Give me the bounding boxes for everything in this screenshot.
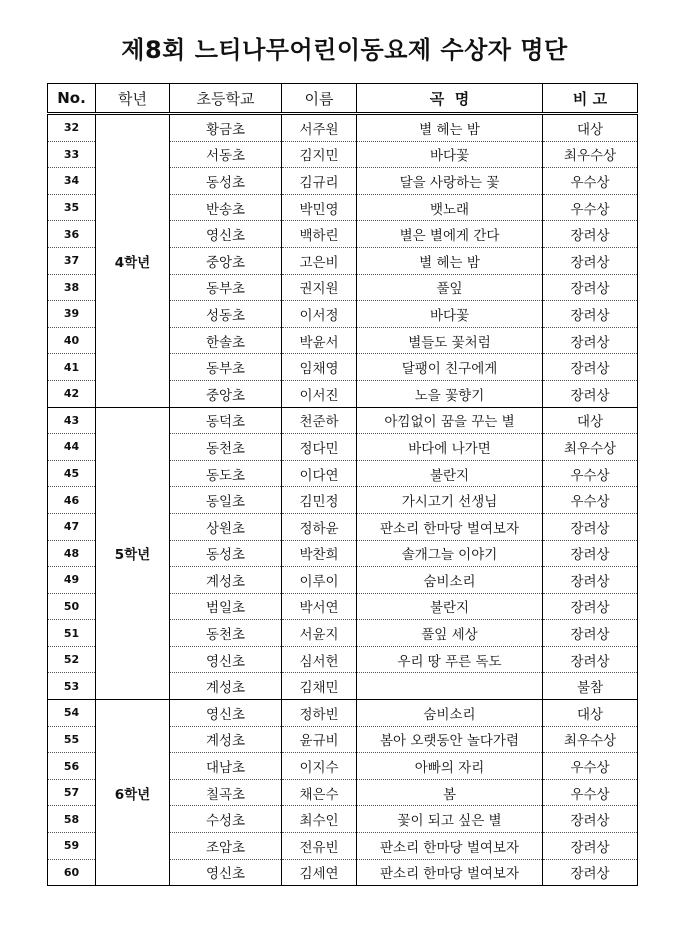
page-title: 제8회 느티나무어린이동요제 수상자 명단 — [121, 36, 568, 64]
cell-note: 대상 — [543, 114, 638, 142]
cell-no: 50 — [48, 593, 96, 620]
cell-grade: 4학년 — [96, 114, 170, 408]
cell-note: 최우수상 — [543, 726, 638, 753]
cell-no: 43 — [48, 407, 96, 434]
cell-no: 34 — [48, 168, 96, 195]
cell-name: 임채영 — [282, 354, 357, 381]
cell-school: 성동초 — [170, 301, 282, 328]
cell-note: 장려상 — [543, 540, 638, 567]
cell-school: 동부초 — [170, 274, 282, 301]
cell-school: 범일초 — [170, 593, 282, 620]
cell-note: 대상 — [543, 700, 638, 727]
cell-school: 한솔초 — [170, 327, 282, 354]
cell-school: 영신초 — [170, 646, 282, 673]
cell-no: 37 — [48, 247, 96, 274]
cell-name: 천준하 — [282, 407, 357, 434]
cell-note: 장려상 — [543, 859, 638, 886]
cell-song-title: 별은 별에게 간다 — [357, 221, 543, 248]
cell-name: 박윤서 — [282, 327, 357, 354]
cell-song-title: 아빠의 자리 — [357, 753, 543, 780]
awards-table — [47, 83, 638, 886]
cell-note: 장려상 — [543, 327, 638, 354]
cell-school: 반송초 — [170, 194, 282, 221]
cell-name: 김규리 — [282, 168, 357, 195]
cell-note: 불참 — [543, 673, 638, 700]
cell-no: 35 — [48, 194, 96, 221]
cell-school: 계성초 — [170, 567, 282, 594]
cell-school: 계성초 — [170, 726, 282, 753]
cell-note: 장려상 — [543, 806, 638, 833]
cell-no: 54 — [48, 700, 96, 727]
cell-name: 고은비 — [282, 247, 357, 274]
cell-note: 장려상 — [543, 221, 638, 248]
cell-note: 최우수상 — [543, 434, 638, 461]
cell-note: 우수상 — [543, 168, 638, 195]
cell-song-title: 솔개그늘 이야기 — [357, 540, 543, 567]
cell-song-title: 불란지 — [357, 593, 543, 620]
cell-note: 우수상 — [543, 487, 638, 514]
cell-song-title: 바다꽃 — [357, 141, 543, 168]
cell-no: 60 — [48, 859, 96, 886]
header-note: 비 고 — [543, 84, 638, 114]
cell-song-title: 불란지 — [357, 460, 543, 487]
cell-school: 동천초 — [170, 434, 282, 461]
cell-name: 김지민 — [282, 141, 357, 168]
cell-name: 김세연 — [282, 859, 357, 886]
cell-song-title: 바다꽃 — [357, 301, 543, 328]
cell-name: 서주원 — [282, 114, 357, 142]
cell-note: 대상 — [543, 407, 638, 434]
cell-note: 장려상 — [543, 380, 638, 407]
cell-song-title: 판소리 한마당 벌여보자 — [357, 833, 543, 860]
cell-name: 권지원 — [282, 274, 357, 301]
cell-no: 49 — [48, 567, 96, 594]
cell-no: 47 — [48, 513, 96, 540]
cell-school: 칠곡초 — [170, 779, 282, 806]
cell-note: 장려상 — [543, 567, 638, 594]
cell-song-title — [357, 673, 543, 700]
cell-note: 우수상 — [543, 753, 638, 780]
cell-no: 56 — [48, 753, 96, 780]
cell-school: 영신초 — [170, 700, 282, 727]
cell-name: 김채민 — [282, 673, 357, 700]
table-row — [48, 700, 638, 727]
cell-no: 55 — [48, 726, 96, 753]
cell-song-title: 판소리 한마당 벌여보자 — [357, 859, 543, 886]
cell-song-title: 풀잎 세상 — [357, 620, 543, 647]
cell-school: 동일초 — [170, 487, 282, 514]
cell-name: 서윤지 — [282, 620, 357, 647]
cell-song-title: 풀잎 — [357, 274, 543, 301]
cell-no: 40 — [48, 327, 96, 354]
cell-song-title: 꽃이 되고 싶은 별 — [357, 806, 543, 833]
cell-note: 장려상 — [543, 646, 638, 673]
cell-name: 이다연 — [282, 460, 357, 487]
cell-name: 전유빈 — [282, 833, 357, 860]
cell-no: 39 — [48, 301, 96, 328]
cell-song-title: 봄아 오랫동안 놀다가렴 — [357, 726, 543, 753]
cell-school: 조암초 — [170, 833, 282, 860]
cell-song-title: 달팽이 친구에게 — [357, 354, 543, 381]
header-row — [48, 84, 638, 114]
cell-school: 영신초 — [170, 221, 282, 248]
cell-no: 44 — [48, 434, 96, 461]
cell-no: 38 — [48, 274, 96, 301]
cell-grade: 6학년 — [96, 700, 170, 886]
cell-school: 동성초 — [170, 540, 282, 567]
cell-song-title: 판소리 한마당 벌여보자 — [357, 513, 543, 540]
cell-no: 48 — [48, 540, 96, 567]
cell-note: 장려상 — [543, 620, 638, 647]
cell-song-title: 별 헤는 밤 — [357, 247, 543, 274]
cell-note: 우수상 — [543, 460, 638, 487]
cell-school: 동천초 — [170, 620, 282, 647]
cell-school: 상원초 — [170, 513, 282, 540]
cell-note: 장려상 — [543, 274, 638, 301]
cell-name: 이서진 — [282, 380, 357, 407]
cell-name: 심서헌 — [282, 646, 357, 673]
cell-name: 이서정 — [282, 301, 357, 328]
cell-school: 계성초 — [170, 673, 282, 700]
cell-name: 백하린 — [282, 221, 357, 248]
cell-no: 52 — [48, 646, 96, 673]
cell-school: 서동초 — [170, 141, 282, 168]
cell-song-title: 바다에 나가면 — [357, 434, 543, 461]
cell-name: 정다민 — [282, 434, 357, 461]
header-name: 이름 — [282, 84, 357, 114]
cell-school: 중앙초 — [170, 380, 282, 407]
cell-school: 동도초 — [170, 460, 282, 487]
header-school: 초등학교 — [170, 84, 282, 114]
cell-school: 수성초 — [170, 806, 282, 833]
cell-school: 영신초 — [170, 859, 282, 886]
cell-grade: 5학년 — [96, 407, 170, 700]
cell-no: 33 — [48, 141, 96, 168]
cell-name: 최수인 — [282, 806, 357, 833]
cell-song-title: 뱃노래 — [357, 194, 543, 221]
cell-name: 정하빈 — [282, 700, 357, 727]
table-row — [48, 407, 638, 434]
cell-song-title: 노을 꽃향기 — [357, 380, 543, 407]
cell-name: 윤규비 — [282, 726, 357, 753]
cell-no: 51 — [48, 620, 96, 647]
cell-no: 59 — [48, 833, 96, 860]
cell-name: 정하윤 — [282, 513, 357, 540]
cell-no: 58 — [48, 806, 96, 833]
cell-name: 이지수 — [282, 753, 357, 780]
cell-song-title: 숨비소리 — [357, 567, 543, 594]
cell-school: 동성초 — [170, 168, 282, 195]
cell-note: 최우수상 — [543, 141, 638, 168]
cell-name: 채은수 — [282, 779, 357, 806]
cell-no: 32 — [48, 114, 96, 142]
cell-note: 장려상 — [543, 354, 638, 381]
cell-school: 중앙초 — [170, 247, 282, 274]
cell-no: 41 — [48, 354, 96, 381]
cell-school: 황금초 — [170, 114, 282, 142]
cell-no: 57 — [48, 779, 96, 806]
cell-no: 45 — [48, 460, 96, 487]
cell-name: 박민영 — [282, 194, 357, 221]
cell-song-title: 숨비소리 — [357, 700, 543, 727]
cell-no: 46 — [48, 487, 96, 514]
cell-song-title: 별들도 꽃처럼 — [357, 327, 543, 354]
table-body — [48, 114, 638, 886]
cell-name: 이루이 — [282, 567, 357, 594]
cell-no: 36 — [48, 221, 96, 248]
cell-song-title: 봄 — [357, 779, 543, 806]
cell-note: 장려상 — [543, 301, 638, 328]
table-header — [48, 84, 638, 114]
cell-note: 장려상 — [543, 247, 638, 274]
cell-song-title: 별 헤는 밤 — [357, 114, 543, 142]
header-song-title: 곡 명 — [357, 84, 543, 114]
cell-school: 동덕초 — [170, 407, 282, 434]
cell-school: 동부초 — [170, 354, 282, 381]
cell-note: 우수상 — [543, 194, 638, 221]
cell-note: 장려상 — [543, 513, 638, 540]
table-row — [48, 114, 638, 142]
cell-song-title: 달을 사랑하는 꽃 — [357, 168, 543, 195]
header-grade: 학년 — [96, 84, 170, 114]
cell-note: 장려상 — [543, 593, 638, 620]
cell-song-title: 가시고기 선생님 — [357, 487, 543, 514]
cell-no: 42 — [48, 380, 96, 407]
cell-song-title: 아낌없이 꿈을 꾸는 별 — [357, 407, 543, 434]
cell-note: 우수상 — [543, 779, 638, 806]
cell-note: 장려상 — [543, 833, 638, 860]
cell-no: 53 — [48, 673, 96, 700]
cell-name: 박서연 — [282, 593, 357, 620]
cell-song-title: 우리 땅 푸른 독도 — [357, 646, 543, 673]
cell-name: 박찬희 — [282, 540, 357, 567]
cell-name: 김민정 — [282, 487, 357, 514]
cell-school: 대남초 — [170, 753, 282, 780]
header-no: No. — [48, 84, 96, 114]
